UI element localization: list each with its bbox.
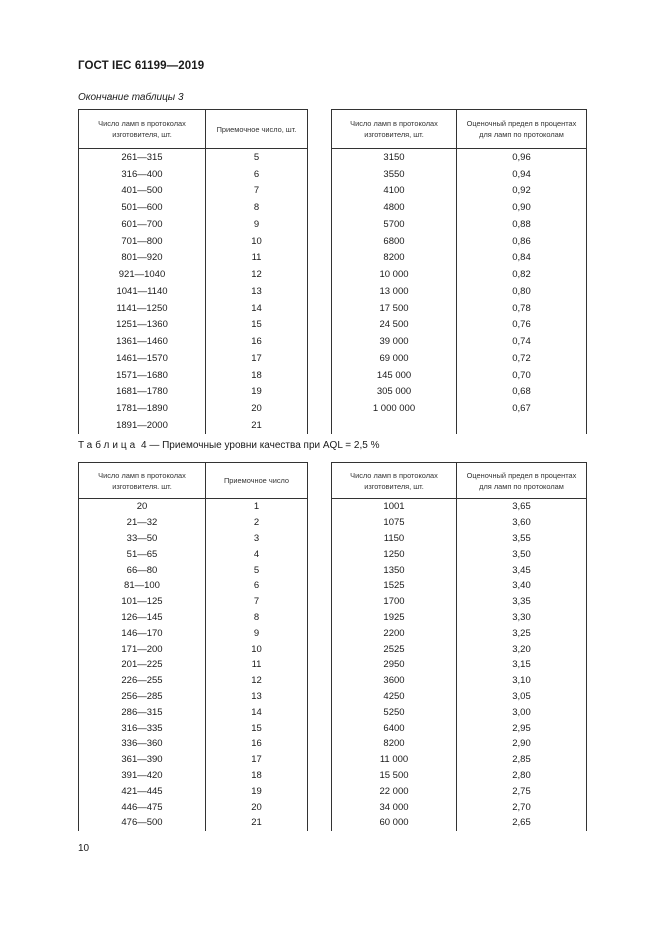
cell-lamp-count: 126—145 [79, 610, 206, 626]
cell-estimated-limit: 3,65 [457, 499, 587, 515]
gap [308, 499, 332, 515]
table-row [79, 233, 587, 250]
cell-lamp-count-2: 10 000 [332, 266, 457, 283]
table4-col-acceptance-number: Приемочное число [206, 463, 308, 499]
cell-estimated-limit: 0,96 [457, 149, 587, 166]
cell-estimated-limit: 3,55 [457, 531, 587, 547]
cell-estimated-limit: 0,82 [457, 266, 587, 283]
table4 [78, 462, 587, 831]
cell-lamp-count-2: 6400 [332, 720, 457, 736]
cell-acceptance-number: 14 [206, 704, 308, 720]
gap [308, 562, 332, 578]
cell-lamp-count-2: 4250 [332, 689, 457, 705]
gap [308, 752, 332, 768]
table-row [79, 704, 587, 720]
cell-lamp-count: 1461—1570 [79, 350, 206, 367]
cell-lamp-count: 261—315 [79, 149, 206, 166]
cell-lamp-count: 316—400 [79, 166, 206, 183]
cell-estimated-limit: 0,84 [457, 250, 587, 267]
cell-acceptance-number: 17 [206, 350, 308, 367]
table-row [79, 300, 587, 317]
cell-lamp-count-2: 8200 [332, 250, 457, 267]
table4-caption-text: — Приемочные уровни качества при AQL = 2,5 % [146, 440, 380, 451]
cell-lamp-count: 921—1040 [79, 266, 206, 283]
gap [308, 199, 332, 216]
cell-lamp-count: 801—920 [79, 250, 206, 267]
cell-lamp-count-2: 11 000 [332, 752, 457, 768]
table-row [79, 546, 587, 562]
cell-lamp-count: 101—125 [79, 594, 206, 610]
cell-lamp-count: 446—475 [79, 799, 206, 815]
cell-lamp-count: 1141—1250 [79, 300, 206, 317]
gap [308, 333, 332, 350]
cell-lamp-count-2: 2525 [332, 641, 457, 657]
cell-lamp-count-2: 3550 [332, 166, 457, 183]
gap [308, 641, 332, 657]
table-row [79, 610, 587, 626]
cell-lamp-count-2: 15 500 [332, 768, 457, 784]
table-row [79, 317, 587, 334]
table-row [79, 350, 587, 367]
cell-lamp-count: 226—255 [79, 673, 206, 689]
cell-acceptance-number: 4 [206, 546, 308, 562]
gap [308, 166, 332, 183]
table-row [79, 783, 587, 799]
gap [308, 594, 332, 610]
cell-estimated-limit: 3,45 [457, 562, 587, 578]
cell-estimated-limit: 3,00 [457, 704, 587, 720]
gap [308, 720, 332, 736]
cell-acceptance-number: 20 [206, 799, 308, 815]
cell-estimated-limit: 3,20 [457, 641, 587, 657]
cell-lamp-count-2: 22 000 [332, 783, 457, 799]
cell-lamp-count-2: 1150 [332, 531, 457, 547]
table-row [79, 799, 587, 815]
gap [308, 610, 332, 626]
cell-acceptance-number: 5 [206, 149, 308, 166]
cell-lamp-count-2: 1075 [332, 515, 457, 531]
cell-acceptance-number: 11 [206, 657, 308, 673]
cell-acceptance-number: 13 [206, 283, 308, 300]
gap [308, 531, 332, 547]
gap [308, 300, 332, 317]
table4-gap [308, 463, 332, 499]
cell-acceptance-number: 21 [206, 417, 308, 434]
table-row [79, 417, 587, 434]
cell-lamp-count-2: 5250 [332, 704, 457, 720]
gap [308, 183, 332, 200]
cell-acceptance-number: 18 [206, 768, 308, 784]
table4-caption [78, 440, 379, 451]
cell-acceptance-number: 9 [206, 625, 308, 641]
document-header: ГОСТ IEC 61199—2019 [78, 60, 205, 72]
cell-acceptance-number: 14 [206, 300, 308, 317]
cell-acceptance-number: 6 [206, 578, 308, 594]
gap [308, 149, 332, 166]
table-row [79, 815, 587, 831]
cell-acceptance-number: 19 [206, 384, 308, 401]
cell-lamp-count-2: 8200 [332, 736, 457, 752]
table-row [79, 266, 587, 283]
table4-caption-prefix: Таблица [78, 440, 139, 451]
cell-lamp-count-2: 60 000 [332, 815, 457, 831]
cell-acceptance-number: 1 [206, 499, 308, 515]
cell-estimated-limit: 2,70 [457, 799, 587, 815]
cell-acceptance-number: 21 [206, 815, 308, 831]
cell-estimated-limit: 0,74 [457, 333, 587, 350]
cell-estimated-limit: 2,90 [457, 736, 587, 752]
table4-body [79, 499, 587, 831]
gap [308, 233, 332, 250]
cell-acceptance-number: 6 [206, 166, 308, 183]
cell-lamp-count-2: 39 000 [332, 333, 457, 350]
table-row [79, 367, 587, 384]
cell-lamp-count-2: 3150 [332, 149, 457, 166]
cell-lamp-count: 21—32 [79, 515, 206, 531]
cell-estimated-limit: 2,75 [457, 783, 587, 799]
table-row [79, 531, 587, 547]
gap [308, 799, 332, 815]
table-row [79, 625, 587, 641]
cell-lamp-count: 476—500 [79, 815, 206, 831]
cell-acceptance-number: 2 [206, 515, 308, 531]
gap [308, 625, 332, 641]
gap [308, 657, 332, 673]
table-row [79, 250, 587, 267]
cell-acceptance-number: 18 [206, 367, 308, 384]
cell-estimated-limit: 3,60 [457, 515, 587, 531]
cell-lamp-count: 336—360 [79, 736, 206, 752]
table-row [79, 720, 587, 736]
table3-gap [308, 110, 332, 149]
table-row [79, 183, 587, 200]
cell-estimated-limit: 3,50 [457, 546, 587, 562]
cell-lamp-count-2: 1925 [332, 610, 457, 626]
cell-estimated-limit: 0,76 [457, 317, 587, 334]
cell-lamp-count: 316—335 [79, 720, 206, 736]
cell-estimated-limit: 0,67 [457, 400, 587, 417]
cell-lamp-count: 20 [79, 499, 206, 515]
cell-lamp-count-2: 1525 [332, 578, 457, 594]
table3-caption: Окончание таблицы 3 [78, 92, 184, 103]
cell-lamp-count-2: 1250 [332, 546, 457, 562]
cell-estimated-limit: 0,90 [457, 199, 587, 216]
page-number: 10 [78, 843, 90, 854]
table3-body [79, 149, 587, 434]
gap [308, 384, 332, 401]
gap [308, 400, 332, 417]
gap [308, 815, 332, 831]
cell-lamp-count: 201—225 [79, 657, 206, 673]
cell-acceptance-number: 17 [206, 752, 308, 768]
cell-lamp-count: 81—100 [79, 578, 206, 594]
gap [308, 689, 332, 705]
cell-lamp-count-2: 5700 [332, 216, 457, 233]
gap [308, 266, 332, 283]
cell-estimated-limit: 0,94 [457, 166, 587, 183]
cell-lamp-count-2: 1700 [332, 594, 457, 610]
cell-estimated-limit: 2,85 [457, 752, 587, 768]
cell-estimated-limit: 3,25 [457, 625, 587, 641]
cell-estimated-limit: 3,40 [457, 578, 587, 594]
gap [308, 317, 332, 334]
table-row [79, 768, 587, 784]
cell-lamp-count-2: 34 000 [332, 799, 457, 815]
table-row [79, 689, 587, 705]
cell-acceptance-number: 5 [206, 562, 308, 578]
cell-acceptance-number: 20 [206, 400, 308, 417]
cell-acceptance-number: 3 [206, 531, 308, 547]
table-row [79, 149, 587, 166]
gap [308, 250, 332, 267]
table3-col-lamp-count-2: Число ламп в протоколах изготовителя, шт. [332, 110, 457, 149]
table-row [79, 199, 587, 216]
gap [308, 417, 332, 434]
cell-lamp-count-2: 305 000 [332, 384, 457, 401]
table-row [79, 578, 587, 594]
cell-lamp-count: 421—445 [79, 783, 206, 799]
cell-acceptance-number: 10 [206, 641, 308, 657]
table4-caption-number: 4 [141, 440, 147, 451]
cell-lamp-count: 391—420 [79, 768, 206, 784]
table-row [79, 657, 587, 673]
cell-acceptance-number: 16 [206, 736, 308, 752]
cell-lamp-count: 256—285 [79, 689, 206, 705]
gap [308, 673, 332, 689]
cell-lamp-count-2: 2200 [332, 625, 457, 641]
cell-lamp-count: 701—800 [79, 233, 206, 250]
table-row [79, 673, 587, 689]
table-row [79, 333, 587, 350]
cell-estimated-limit: 2,65 [457, 815, 587, 831]
cell-acceptance-number: 13 [206, 689, 308, 705]
table-row [79, 752, 587, 768]
cell-lamp-count: 66—80 [79, 562, 206, 578]
cell-lamp-count-2: 4800 [332, 199, 457, 216]
cell-lamp-count: 601—700 [79, 216, 206, 233]
cell-acceptance-number: 19 [206, 783, 308, 799]
cell-acceptance-number: 15 [206, 317, 308, 334]
cell-estimated-limit: 0,88 [457, 216, 587, 233]
table-row [79, 515, 587, 531]
cell-lamp-count: 33—50 [79, 531, 206, 547]
cell-lamp-count-2: 3600 [332, 673, 457, 689]
cell-lamp-count: 286—315 [79, 704, 206, 720]
cell-lamp-count: 1891—2000 [79, 417, 206, 434]
cell-estimated-limit [457, 417, 587, 434]
cell-acceptance-number: 11 [206, 250, 308, 267]
cell-lamp-count-2: 69 000 [332, 350, 457, 367]
cell-lamp-count: 171—200 [79, 641, 206, 657]
cell-lamp-count: 1681—1780 [79, 384, 206, 401]
cell-lamp-count-2: 4100 [332, 183, 457, 200]
cell-estimated-limit: 0,72 [457, 350, 587, 367]
cell-lamp-count-2: 1001 [332, 499, 457, 515]
cell-estimated-limit: 3,15 [457, 657, 587, 673]
cell-lamp-count-2: 17 500 [332, 300, 457, 317]
table-row [79, 499, 587, 515]
gap [308, 546, 332, 562]
table4-col-lamp-count: Число ламп в протоколах изготовителя. шт. [79, 463, 206, 499]
gap [308, 216, 332, 233]
cell-lamp-count: 1361—1460 [79, 333, 206, 350]
cell-estimated-limit: 2,80 [457, 768, 587, 784]
cell-estimated-limit: 0,78 [457, 300, 587, 317]
cell-acceptance-number: 7 [206, 183, 308, 200]
cell-estimated-limit: 0,70 [457, 367, 587, 384]
cell-lamp-count-2: 6800 [332, 233, 457, 250]
gap [308, 350, 332, 367]
table-row [79, 400, 587, 417]
cell-lamp-count: 401—500 [79, 183, 206, 200]
table4-col-lamp-count-2: Число ламп в протоколах изготовителя, шт. [332, 463, 457, 499]
cell-acceptance-number: 16 [206, 333, 308, 350]
cell-estimated-limit: 3,05 [457, 689, 587, 705]
gap [308, 283, 332, 300]
cell-acceptance-number: 8 [206, 610, 308, 626]
cell-lamp-count: 1571—1680 [79, 367, 206, 384]
table-row [79, 384, 587, 401]
table3-col-estimated-limit: Оценочный предел в процентах для ламп по протоколам [457, 110, 587, 149]
table3 [78, 109, 587, 434]
cell-lamp-count: 146—170 [79, 625, 206, 641]
cell-estimated-limit: 0,92 [457, 183, 587, 200]
table-row [79, 283, 587, 300]
table3-col-lamp-count: Число ламп в протоколах изготовителя, шт. [79, 110, 206, 149]
cell-estimated-limit: 0,86 [457, 233, 587, 250]
cell-acceptance-number: 12 [206, 266, 308, 283]
cell-lamp-count: 1041—1140 [79, 283, 206, 300]
gap [308, 704, 332, 720]
gap [308, 578, 332, 594]
gap [308, 515, 332, 531]
cell-lamp-count-2 [332, 417, 457, 434]
table-row [79, 736, 587, 752]
cell-estimated-limit: 0,80 [457, 283, 587, 300]
gap [308, 768, 332, 784]
table3-col-acceptance-number: Приемочное число, шт. [206, 110, 308, 149]
cell-lamp-count: 1781—1890 [79, 400, 206, 417]
table-row [79, 594, 587, 610]
cell-acceptance-number: 10 [206, 233, 308, 250]
gap [308, 367, 332, 384]
cell-acceptance-number: 8 [206, 199, 308, 216]
table-row [79, 641, 587, 657]
cell-estimated-limit: 3,35 [457, 594, 587, 610]
gap [308, 736, 332, 752]
table-row [79, 166, 587, 183]
cell-lamp-count: 501—600 [79, 199, 206, 216]
cell-estimated-limit: 2,95 [457, 720, 587, 736]
table4-col-estimated-limit: Оценочный предел в процентах для ламп по протоколам [457, 463, 587, 499]
cell-lamp-count-2: 2950 [332, 657, 457, 673]
cell-acceptance-number: 7 [206, 594, 308, 610]
cell-acceptance-number: 15 [206, 720, 308, 736]
cell-acceptance-number: 12 [206, 673, 308, 689]
cell-estimated-limit: 3,30 [457, 610, 587, 626]
cell-lamp-count-2: 13 000 [332, 283, 457, 300]
cell-estimated-limit: 0,68 [457, 384, 587, 401]
cell-lamp-count-2: 145 000 [332, 367, 457, 384]
cell-estimated-limit: 3,10 [457, 673, 587, 689]
cell-lamp-count-2: 1350 [332, 562, 457, 578]
table-row [79, 562, 587, 578]
table-row [79, 216, 587, 233]
cell-lamp-count: 51—65 [79, 546, 206, 562]
cell-lamp-count-2: 24 500 [332, 317, 457, 334]
gap [308, 783, 332, 799]
cell-lamp-count: 1251—1360 [79, 317, 206, 334]
cell-acceptance-number: 9 [206, 216, 308, 233]
cell-lamp-count-2: 1 000 000 [332, 400, 457, 417]
cell-lamp-count: 361—390 [79, 752, 206, 768]
